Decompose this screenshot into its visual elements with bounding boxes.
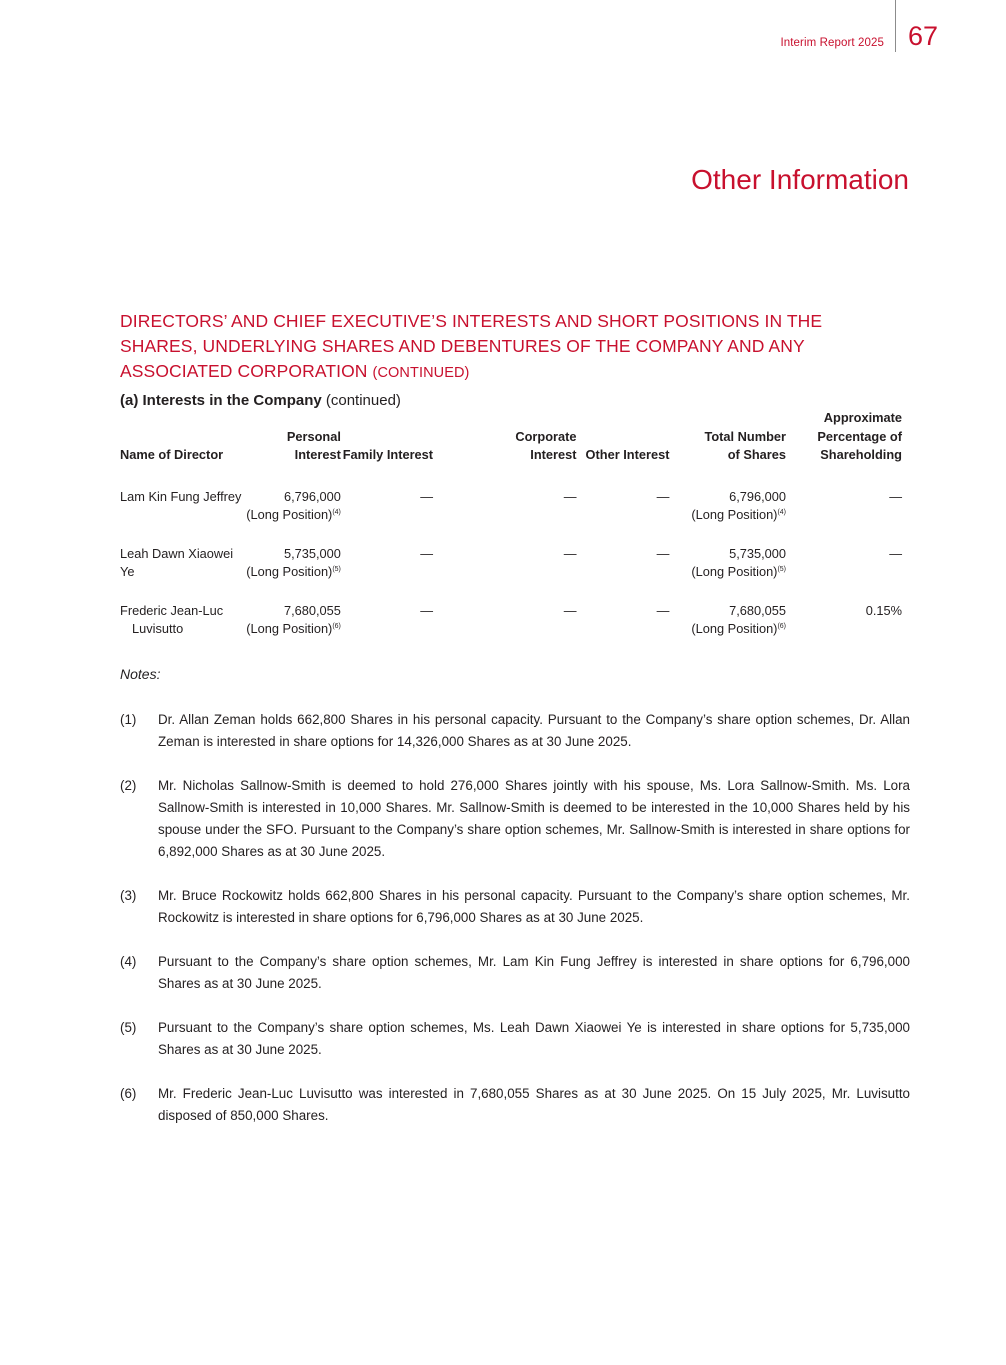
column-header-family: Family Interest [342, 447, 434, 462]
other-interest-cell: — [656, 602, 670, 618]
section-heading [120, 309, 900, 386]
note-item [120, 885, 910, 929]
column-header-total: Total Number of Shares [704, 428, 787, 462]
note-text: Mr. Nicholas Sallnow-Smith is deemed to hold 276,000 Shares jointly with his spouse, Ms. Lora Sallnow-Smith. Ms. Lora Sallnow-Smith is interested in 10,000 Shares. Mr. Sallnow-Smith is deemed to be interested in the 10,000 Shares held by his spouse under the SFO. Pursuant to the Company’s share option schemes, Mr. Sallnow-Smith is interested in share options for 6,892,000 Shares as at 30 June 2025. [158, 778, 910, 859]
other-interest-cell: — [656, 488, 670, 504]
interests-table [120, 409, 902, 657]
position-note: (Long Position) [246, 621, 333, 636]
sub-heading [120, 392, 401, 409]
director-name-line1: Lam Kin Fung Jeffrey [120, 488, 242, 504]
table-row [120, 543, 902, 600]
director-name [120, 474, 245, 543]
note-ref: (4) [777, 509, 787, 516]
corporate-interest-cell: — [563, 488, 577, 504]
total-shares-cell [669, 600, 786, 657]
total-shares-cell [669, 543, 786, 600]
note-text: Mr. Bruce Rockowitz holds 662,800 Shares in his personal capacity. Pursuant to the Company’s share option schemes, Mr. Rockowitz is interested in share options for 6,796,000 Shares as at 30 June 2025. [158, 888, 910, 925]
note-item [120, 709, 910, 753]
note-number: (6) [120, 1086, 137, 1101]
position-note: (Long Position) [691, 621, 778, 636]
percentage-cell: — [889, 545, 902, 561]
position-note: (Long Position) [246, 507, 333, 522]
section-heading-text: DIRECTORS’ AND CHIEF EXECUTIVE’S INTERESTS AND SHORT POSITIONS IN THE SHARES, UNDERLYING SHARES AND DEBENTURES OF THE COMPANY AND ANY ASSOCIATED CORPORATION [120, 311, 823, 381]
director-name [120, 600, 245, 657]
page-number: 67 [908, 21, 939, 51]
column-header-name: Name of Director [120, 447, 224, 462]
note-text: Pursuant to the Company’s share option schemes, Mr. Lam Kin Fung Jeffrey is interested in share options for 6,796,000 Shares as at 30 June 2025. [158, 954, 910, 991]
note-text: Pursuant to the Company’s share option schemes, Ms. Leah Dawn Xiaowei Ye is interested in share options for 5,735,000 Shares as at 30 June 2025. [158, 1020, 910, 1057]
percentage-cell: — [889, 488, 902, 504]
director-name-line1: Frederic Jean-Luc [120, 602, 224, 618]
percentage-cell: 0.15% [865, 602, 902, 618]
director-name-line1: Leah Dawn Xiaowei Ye [120, 545, 234, 579]
sub-heading-rest: (continued) [325, 392, 401, 409]
note-ref: (4) [332, 509, 341, 516]
personal-interest-value: 6,796,000 [283, 488, 341, 504]
personal-interest-value: 5,735,000 [283, 545, 341, 561]
column-header-personal: Personal Interest [286, 428, 341, 462]
position-note: (Long Position) [691, 507, 778, 522]
corporate-interest-cell: — [563, 602, 577, 618]
section-heading-suffix: (CONTINUED) [372, 365, 470, 381]
note-number: (1) [120, 712, 137, 727]
corporate-interest-cell: — [563, 545, 577, 561]
note-item [120, 775, 910, 863]
position-note: (Long Position) [246, 564, 333, 579]
note-number: (2) [120, 778, 137, 793]
note-number: (5) [120, 1020, 137, 1035]
page-title: Other Information [691, 164, 909, 195]
position-note: (Long Position) [691, 564, 778, 579]
note-ref: (6) [332, 623, 341, 630]
family-interest-cell: — [420, 545, 434, 561]
total-shares-value: 7,680,055 [729, 602, 787, 618]
note-ref: (5) [777, 566, 787, 573]
note-item [120, 1083, 910, 1127]
other-interest-cell: — [656, 545, 670, 561]
total-shares-value: 6,796,000 [729, 488, 787, 504]
note-item [120, 1017, 910, 1061]
table-row [120, 474, 902, 543]
table-row [120, 600, 902, 657]
personal-interest-cell [245, 543, 341, 600]
total-shares-cell [669, 474, 786, 543]
note-ref: (5) [332, 566, 341, 573]
report-label: Interim Report 2025 [780, 37, 884, 49]
family-interest-cell: — [420, 602, 434, 618]
note-text: Dr. Allan Zeman holds 662,800 Shares in his personal capacity. Pursuant to the Company’s share option schemes, Dr. Allan Zeman is interested in share options for 14,326,000 Shares as at 30 June 2025. [158, 712, 910, 749]
column-header-other: Other Interest [585, 447, 670, 462]
table-header-row [120, 409, 902, 474]
column-header-percentage: Approximate Percentage of Shareholding [817, 410, 902, 462]
director-name [120, 543, 245, 600]
note-number: (4) [120, 954, 137, 969]
personal-interest-cell [245, 474, 341, 543]
column-header-corporate: Corporate Interest [515, 428, 577, 462]
personal-interest-value: 7,680,055 [283, 602, 341, 618]
note-ref: (6) [777, 623, 787, 630]
total-shares-value: 5,735,000 [729, 545, 787, 561]
director-name-line2: Luvisutto [132, 621, 184, 636]
note-number: (3) [120, 888, 137, 903]
family-interest-cell: — [420, 488, 434, 504]
personal-interest-cell [245, 600, 341, 657]
notes-heading: Notes: [120, 666, 161, 682]
notes-list [120, 709, 910, 1149]
note-text: Mr. Frederic Jean-Luc Luvisutto was interested in 7,680,055 Shares as at 30 June 2025. On 15 July 2025, Mr. Luvisutto disposed of 850,000 Shares. [158, 1086, 910, 1123]
sub-heading-bold: (a) Interests in the Company [120, 392, 322, 409]
note-item [120, 951, 910, 995]
header-divider [895, 0, 896, 52]
